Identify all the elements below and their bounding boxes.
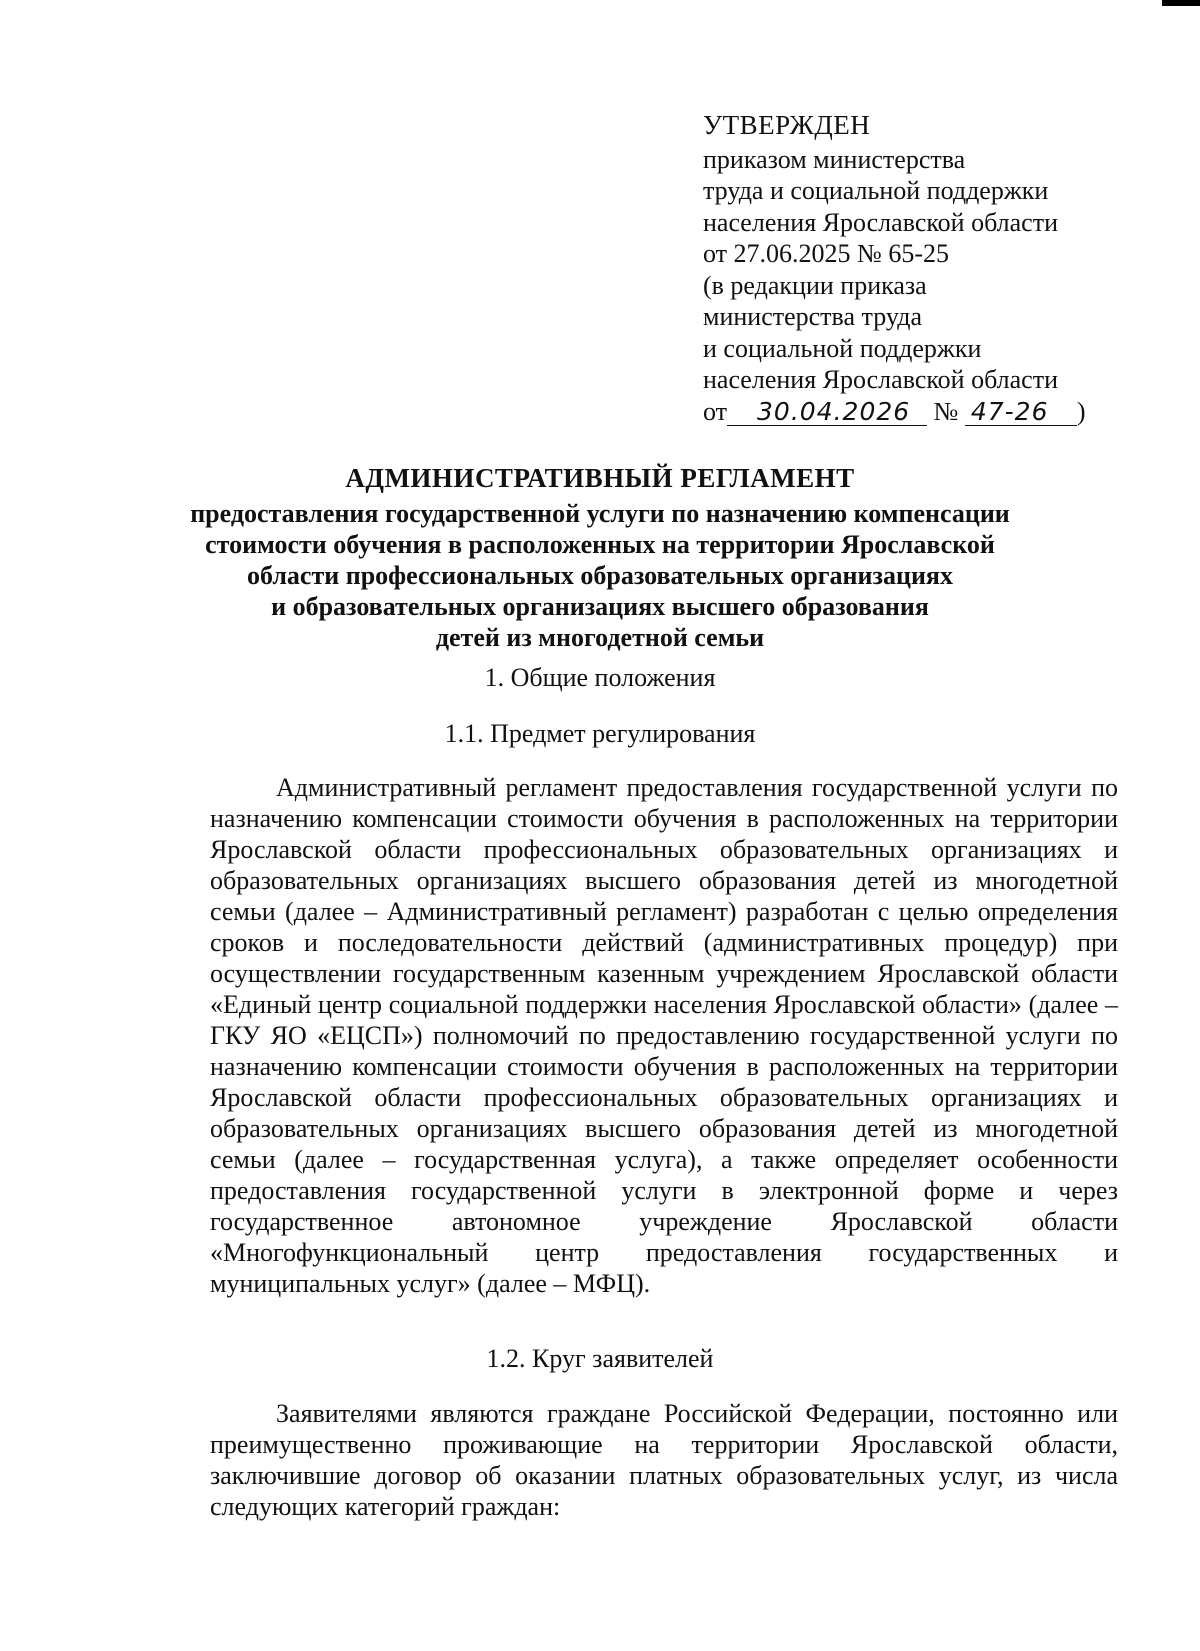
approval-line: (в редакции приказа [703,270,927,300]
closing-paren: ) [1076,396,1086,426]
section-heading-subject: 1.1. Предмет регулирования [444,719,756,748]
approval-title: УТВЕРЖДЕН [703,110,871,140]
regulation-subtitle-line: предоставления государственной услуги по назначению компенсации [190,499,1010,528]
approval-line: и социальной поддержки [703,333,982,363]
approval-line: приказом министерства [703,144,966,174]
section-heading-applicants: 1.2. Круг заявителей [486,1344,714,1373]
approval-line: населения Ярославской области [703,365,1058,394]
section-heading-general: 1. Общие положения [484,663,716,692]
number-sign: № [933,396,959,426]
approval-line: населения Ярославской области [703,207,1058,237]
subject-paragraph: Административный регламент предоставления государственной услуги по назначению компенсации стоимости обучения в расположенных на территории Ярославской области профессиональных образовательных организациях и образовательных организациях высшего образования детей из многодетной семьи (далее – Административный регламент) разработан с целью определения сроков и последовательности действий (административных процедур) при осуществлении государственным казенным учреждением Ярославской области «Единый центр социальной поддержки населения Ярославской области» (далее – ГКУ ЯО «ЕЦСП») полномочий по предоставлению государственной услуги по назначению компенсации стоимости обучения в расположенных на территории Ярославской области профессиональных образовательных организациях и образовательных организациях высшего образования детей из многодетной семьи (далее – государственная услуга), а также определяет особенности предоставления государственной услуги в электронной форме и через государственное автономное учреждение Ярославской области «Многофункциональный центр предоставления государственных и муниципальных услуг» (далее – МФЦ). [210,773,1118,1298]
date-prefix: от [703,396,728,426]
regulation-title: АДМИНИСТРАТИВНЫЙ РЕГЛАМЕНТ [345,463,855,493]
regulation-subtitle-line: стоимости обучения в расположенных на территории Ярославской [205,530,995,559]
regulation-subtitle-line: и образовательных организациях высшего образования [271,592,929,621]
handwritten-date: 30.04.2026 [727,399,927,426]
approval-line: министерства труда [703,302,922,331]
regulation-subtitle-line: детей из многодетной семьи [435,623,765,652]
applicants-paragraph: Заявителями являются граждане Российской Федерации, постоянно или преимущественно проживающие на территории Ярославской области, заключившие договор об оказании платных образовательных услуг, из числа следующих категорий граждан: [210,1399,1118,1521]
amendment-date-line [703,396,1123,428]
scan-corner-mark [1162,0,1200,6]
regulation-subtitle-line: области профессиональных образовательных организациях [246,561,953,590]
approval-stamp-block [703,110,1123,427]
handwritten-number: 47-26 [965,399,1077,426]
approval-line: от 27.06.2025 № 65-25 [703,239,949,268]
approval-line: труда и социальной поддержки [703,176,1049,205]
regulation-title-block [150,463,1050,653]
